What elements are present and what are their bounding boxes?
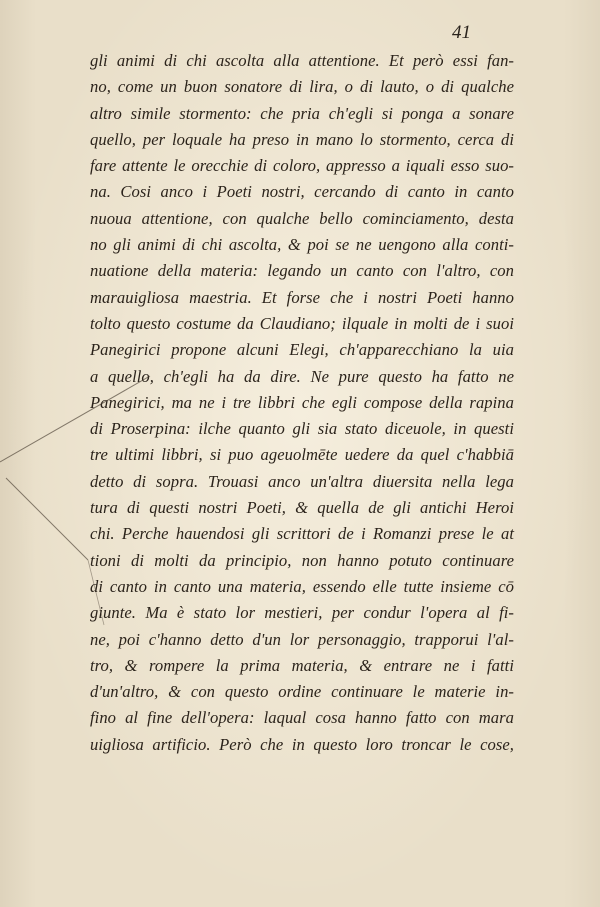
text-line: a quello, ch'egli ha da dire. Ne pure questo ha fatto ne: [90, 366, 514, 386]
text-line: d'un'altro, & con questo ordine continuare le materie in-: [90, 682, 514, 702]
text-line: nuatione della materia: legando un canto con l'altro, con: [90, 261, 514, 281]
text-line: tura di questi nostri Poeti, & quella de gli antichi Heroi: [90, 498, 514, 518]
text-line: detto di sopra. Trouasi anco un'altra diuersita nella lega: [90, 471, 514, 491]
text-line: tro, & rompere la prima materia, & entrare ne i fatti: [90, 655, 514, 675]
text-line: no gli animi di chi ascolta, & poi se ne uengono alla conti-: [90, 235, 514, 255]
text-line: ne, poi c'hanno detto d'un lor personaggio, trapporui l'al-: [90, 629, 514, 649]
text-line: fare attente le orecchie di coloro, appresso a iquali esso suo-: [90, 156, 514, 176]
text-line: tioni di molti da principio, non hanno potuto continuare: [90, 550, 514, 570]
text-line: nuoua attentione, con qualche bello cominciamento, desta: [90, 208, 514, 228]
text-line: fino al fine dell'opera: laqual cosa hanno fatto con mara: [90, 708, 514, 728]
text-line: di Proserpina: ilche quanto gli sia stato diceuole, in questi: [90, 419, 514, 439]
text-line: no, come un buon sonatore di lira, o di lauto, o di qualche: [90, 77, 514, 97]
text-line: marauigliosa maestria. Et forse che i nostri Poeti hanno: [90, 287, 514, 307]
text-line: gli animi di chi ascolta alla attentione. Et però essi fan-: [90, 51, 514, 70]
text-line: di canto in canto una materia, essendo elle tutte insieme cō: [90, 576, 514, 596]
text-line: tre ultimi libbri, si puo ageuolmēte uedere da quel c'habbiā: [90, 445, 514, 465]
text-line: Panegirici, ma ne i tre libbri che egli compose della rapina: [90, 392, 514, 412]
text-line: quello, per loquale ha preso in mano lo stormento, cerca di: [90, 129, 514, 149]
body-text: [90, 48, 514, 758]
text-line: altro simile stormento: che pria ch'egli si ponga a sonare: [90, 103, 514, 123]
text-line: tolto questo costume da Claudiano; ilquale in molti de i suoi: [90, 313, 514, 333]
text-line: chi. Perche hauendosi gli scrittori de i Romanzi prese le at: [90, 524, 514, 544]
page-number: 41: [452, 22, 471, 43]
text-line: giunte. Ma è stato lor mestieri, per condur l'opera al fi-: [90, 603, 514, 623]
text-line: Panegirici propone alcuni Elegi, ch'apparecchiano la uia: [90, 340, 514, 360]
text-line: na. Cosi anco i Poeti nostri, cercando di canto in canto: [90, 182, 514, 202]
text-line: uigliosa artificio. Però che in questo loro troncar le cose,: [90, 734, 514, 754]
